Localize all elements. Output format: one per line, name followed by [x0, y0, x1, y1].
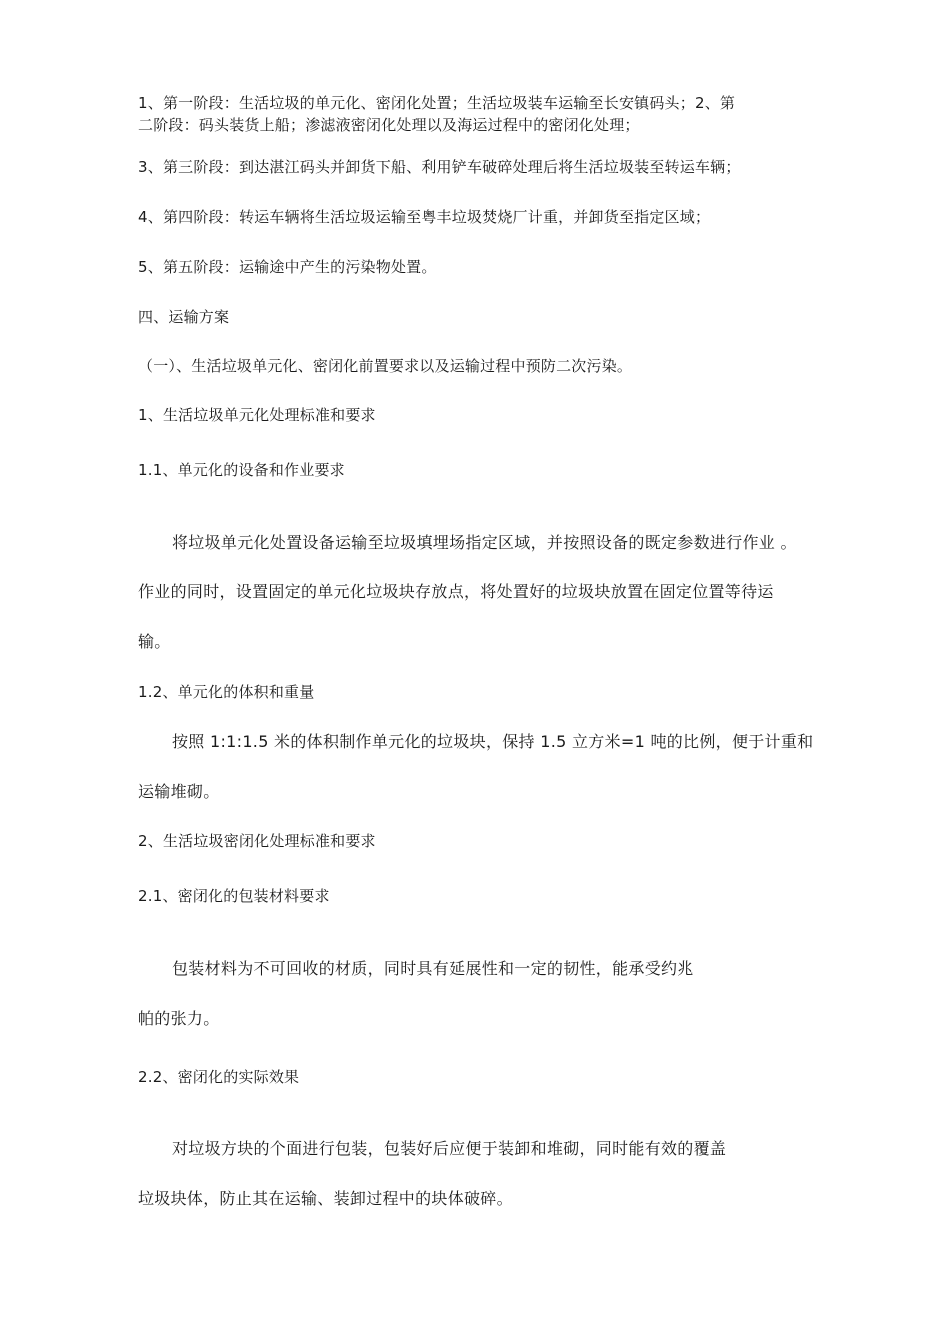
body-1-2-line-1: 按照 1:1:1.5 米的体积制作单元化的垃圾块，保持 1.5 立方米=1 吨的比例，便于计重和 [172, 732, 814, 751]
heading-1-1: 1.1、单元化的设备和作业要求 [138, 461, 345, 479]
body-2-2-line-1: 对垃圾方块的个面进行包装，包装好后应便于装卸和堆砌，同时能有效的覆盖 [172, 1139, 727, 1158]
stage-3-text: 3、第三阶段：到达湛江码头并卸货下船、利用铲车破碎处理后将生活垃圾装至转运车辆； [138, 158, 741, 176]
body-1-2-line-2: 运输堆砌。 [138, 782, 220, 801]
heading-unitization-standards: 1、生活垃圾单元化处理标准和要求 [138, 406, 376, 424]
body-2-1-line-1: 包装材料为不可回收的材质，同时具有延展性和一定的韧性，能承受约兆 [172, 959, 694, 978]
heading-2-2: 2.2、密闭化的实际效果 [138, 1068, 300, 1086]
body-1-1-line-1: 将垃圾单元化处置设备运输至垃圾填埋场指定区域，并按照设备的既定参数进行作业 。 [172, 533, 797, 552]
heading-sealing-standards: 2、生活垃圾密闭化处理标准和要求 [138, 832, 376, 850]
stage-1-text-line-1: 1、第一阶段：生活垃圾的单元化、密闭化处置；生活垃圾装车运输至长安镇码头；2、第 [138, 94, 736, 112]
stage-4-text: 4、第四阶段：转运车辆将生活垃圾运输至粤丰垃圾焚烧厂计重，并卸货至指定区域； [138, 208, 711, 226]
heading-2-1: 2.1、密闭化的包装材料要求 [138, 887, 330, 905]
body-2-2-line-2: 垃圾块体，防止其在运输、装卸过程中的块体破碎。 [138, 1189, 513, 1208]
body-1-1-line-3: 输。 [138, 632, 171, 651]
subsection-heading-1: （一）、生活垃圾单元化、密闭化前置要求以及运输过程中预防二次污染。 [138, 357, 633, 375]
section-heading-transport-plan: 四、运输方案 [138, 308, 230, 326]
stage-1-text-line-2: 二阶段：码头装货上船；渗滤液密闭化处理以及海运过程中的密闭化处理； [138, 116, 640, 134]
body-2-1-line-2: 帕的张力。 [138, 1009, 220, 1028]
body-1-1-line-2: 作业的同时，设置固定的单元化垃圾块存放点，将处置好的垃圾块放置在固定位置等待运 [138, 582, 774, 601]
heading-1-2: 1.2、单元化的体积和重量 [138, 683, 315, 701]
stage-5-text: 5、第五阶段：运输途中产生的污染物处置。 [138, 258, 437, 276]
